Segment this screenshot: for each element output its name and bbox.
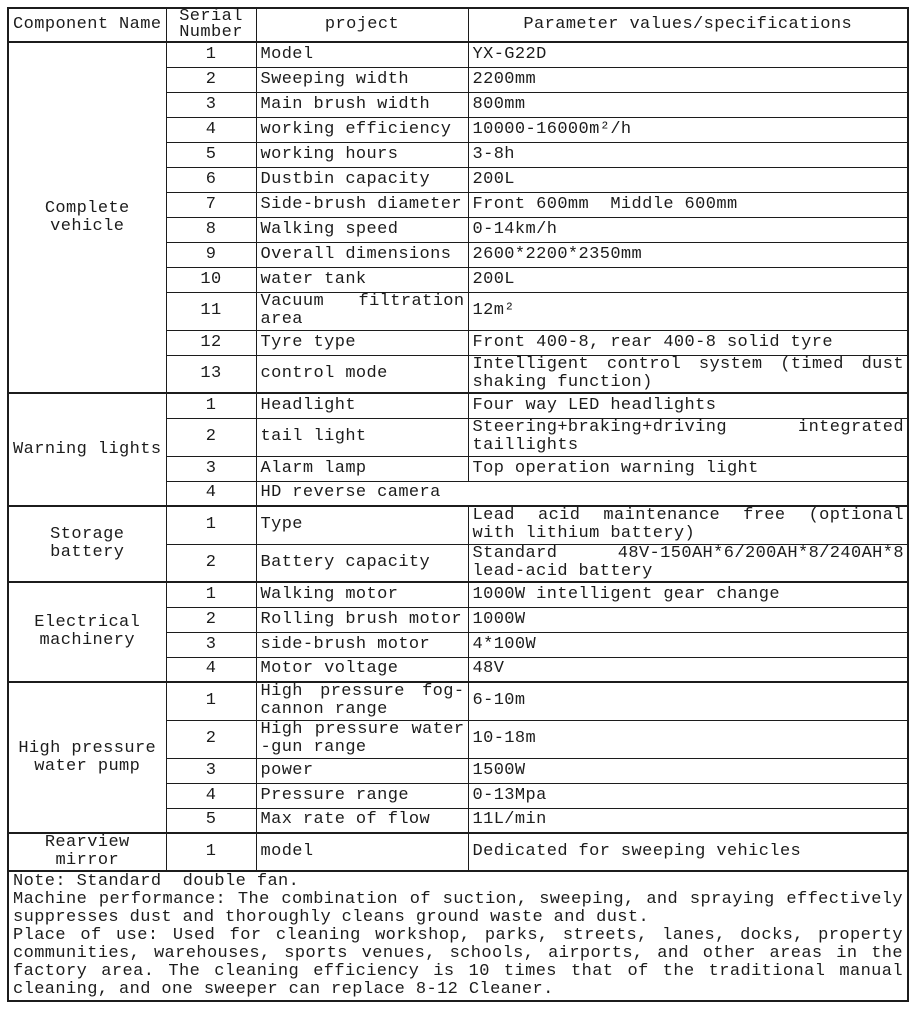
project-cell: control mode bbox=[256, 355, 468, 393]
notes-cell bbox=[8, 871, 908, 1001]
header-parameter: Parameter values/specifications bbox=[468, 8, 908, 42]
note-line: Note: Standard double fan. bbox=[13, 872, 300, 891]
component-name-line: battery bbox=[50, 543, 125, 562]
component-name-line: mirror bbox=[55, 851, 120, 870]
value-cell: 12m² bbox=[468, 292, 908, 330]
project-cell bbox=[256, 292, 468, 330]
value-cell: Front 400-8, rear 400-8 solid tyre bbox=[468, 330, 908, 355]
serial-cell: 9 bbox=[166, 242, 256, 267]
header-serial-number bbox=[166, 8, 256, 42]
project-cell: tail light bbox=[256, 418, 468, 456]
project-cell bbox=[256, 720, 468, 758]
project-cell: Headlight bbox=[256, 393, 468, 418]
value-cell: 1500W bbox=[468, 758, 908, 783]
value-line: Intelligent control system (timed dust bbox=[472, 355, 904, 374]
serial-cell: 4 bbox=[166, 657, 256, 682]
component-cell bbox=[8, 682, 166, 833]
value-line: shaking function) bbox=[472, 372, 653, 392]
serial-cell: 2 bbox=[166, 544, 256, 582]
component-name-line: vehicle bbox=[50, 216, 125, 236]
value-line: Steering+braking+driving integrated bbox=[472, 418, 904, 437]
value-cell: 1000W intelligent gear change bbox=[468, 582, 908, 607]
value-cell: 4*100W bbox=[468, 632, 908, 657]
project-line: High pressure water bbox=[260, 720, 465, 739]
project-cell: Overall dimensions bbox=[256, 242, 468, 267]
project-cell bbox=[256, 682, 468, 720]
value-cell: Front 600mm Middle 600mm bbox=[468, 192, 908, 217]
value-cell: 2600*2200*2350mm bbox=[468, 242, 908, 267]
project-cell: side-brush motor bbox=[256, 632, 468, 657]
project-cell: water tank bbox=[256, 267, 468, 292]
value-cell: 2200mm bbox=[468, 67, 908, 92]
serial-cell: 6 bbox=[166, 167, 256, 192]
serial-cell: 5 bbox=[166, 808, 256, 833]
header-serial-line1: Serial bbox=[179, 8, 243, 26]
serial-cell: 3 bbox=[166, 758, 256, 783]
header-row bbox=[8, 8, 908, 42]
header-project: project bbox=[256, 8, 468, 42]
spec-row bbox=[8, 833, 908, 871]
project-line: area bbox=[260, 310, 303, 329]
value-cell: 6-10m bbox=[468, 682, 908, 720]
value-cell bbox=[468, 506, 908, 544]
project-cell-merged: HD reverse camera bbox=[256, 481, 908, 506]
serial-cell: 2 bbox=[166, 607, 256, 632]
note-line: Place of use: Used for cleaning workshop, parks, streets, lanes, docks, property bbox=[13, 926, 903, 945]
component-cell bbox=[8, 833, 166, 871]
serial-cell: 1 bbox=[166, 393, 256, 418]
value-line: Standard 48V-150AH*6/200AH*8/240AH*8 bbox=[472, 544, 904, 563]
project-cell: Motor voltage bbox=[256, 657, 468, 682]
project-line: cannon range bbox=[260, 700, 388, 720]
project-cell: Main brush width bbox=[256, 92, 468, 117]
header-component-name: Component Name bbox=[8, 8, 166, 42]
project-cell: Pressure range bbox=[256, 783, 468, 808]
component-name-line: Warning lights bbox=[13, 439, 162, 459]
serial-cell: 4 bbox=[166, 117, 256, 142]
value-cell: 800mm bbox=[468, 92, 908, 117]
project-line: High pressure fog- bbox=[260, 682, 465, 702]
serial-cell: 2 bbox=[166, 418, 256, 456]
component-name-line: machinery bbox=[39, 631, 135, 650]
project-cell: Walking motor bbox=[256, 582, 468, 607]
header-serial-line2: Number bbox=[179, 23, 243, 42]
value-cell bbox=[468, 418, 908, 456]
serial-cell: 10 bbox=[166, 267, 256, 292]
project-cell: power bbox=[256, 758, 468, 783]
value-cell: 0-13Mpa bbox=[468, 783, 908, 808]
project-line: -gun range bbox=[260, 738, 367, 757]
spec-table bbox=[7, 7, 909, 1002]
spec-row bbox=[8, 582, 908, 607]
project-cell: Battery capacity bbox=[256, 544, 468, 582]
spec-row bbox=[8, 42, 908, 67]
project-cell: Side-brush diameter bbox=[256, 192, 468, 217]
serial-cell: 3 bbox=[166, 632, 256, 657]
serial-cell: 3 bbox=[166, 456, 256, 481]
serial-cell: 2 bbox=[166, 720, 256, 758]
component-cell bbox=[8, 42, 166, 393]
component-cell bbox=[8, 582, 166, 682]
value-line: taillights bbox=[472, 436, 579, 455]
value-cell: 10000-16000m²/h bbox=[468, 117, 908, 142]
value-cell bbox=[468, 544, 908, 582]
serial-cell: 7 bbox=[166, 192, 256, 217]
spec-row bbox=[8, 506, 908, 544]
project-cell: Model bbox=[256, 42, 468, 67]
project-cell: working hours bbox=[256, 142, 468, 167]
project-cell: Max rate of flow bbox=[256, 808, 468, 833]
serial-cell: 3 bbox=[166, 92, 256, 117]
serial-cell: 2 bbox=[166, 67, 256, 92]
serial-cell: 12 bbox=[166, 330, 256, 355]
component-cell bbox=[8, 506, 166, 582]
serial-cell: 1 bbox=[166, 506, 256, 544]
component-name-line: High pressure bbox=[18, 738, 157, 758]
project-cell: Rolling brush motor bbox=[256, 607, 468, 632]
value-line: with lithium battery) bbox=[472, 524, 696, 544]
component-name-line: Complete bbox=[44, 198, 130, 218]
component-name-line: Electrical bbox=[34, 613, 141, 632]
project-cell: Alarm lamp bbox=[256, 456, 468, 481]
value-cell: 10-18m bbox=[468, 720, 908, 758]
serial-cell: 11 bbox=[166, 292, 256, 330]
project-cell: Type bbox=[256, 506, 468, 544]
note-line: suppresses dust and thoroughly cleans ground waste and dust. bbox=[13, 908, 650, 927]
serial-cell: 13 bbox=[166, 355, 256, 393]
spec-row bbox=[8, 393, 908, 418]
spec-sheet bbox=[7, 7, 907, 1002]
project-cell: Sweeping width bbox=[256, 67, 468, 92]
value-cell: Four way LED headlights bbox=[468, 393, 908, 418]
note-line: cleaning, and one sweeper can replace 8-12 Cleaner. bbox=[13, 980, 554, 999]
value-cell: 200L bbox=[468, 267, 908, 292]
note-line: Machine performance: The combination of suction, sweeping, and spraying effectively bbox=[13, 890, 903, 909]
value-line: lead-acid battery bbox=[472, 561, 653, 581]
serial-cell: 1 bbox=[166, 42, 256, 67]
note-line: communities, warehouses, sports venues, schools, airports, and other areas in the bbox=[13, 944, 903, 963]
component-name-line: water pump bbox=[34, 756, 141, 776]
value-cell: Dedicated for sweeping vehicles bbox=[468, 833, 908, 871]
project-cell: model bbox=[256, 833, 468, 871]
project-cell: Tyre type bbox=[256, 330, 468, 355]
value-cell: 3-8h bbox=[468, 142, 908, 167]
value-cell: 0-14km/h bbox=[468, 217, 908, 242]
serial-cell: 1 bbox=[166, 582, 256, 607]
project-cell: Walking speed bbox=[256, 217, 468, 242]
serial-cell: 4 bbox=[166, 481, 256, 506]
note-line: factory area. The cleaning efficiency is 10 times that of the traditional manual bbox=[13, 962, 903, 981]
serial-cell: 1 bbox=[166, 682, 256, 720]
value-cell: 200L bbox=[468, 167, 908, 192]
project-line: Vacuum filtration bbox=[260, 292, 465, 311]
spec-row bbox=[8, 682, 908, 720]
serial-cell: 1 bbox=[166, 833, 256, 871]
value-cell: YX-G22D bbox=[468, 42, 908, 67]
value-cell: 1000W bbox=[468, 607, 908, 632]
project-cell: Dustbin capacity bbox=[256, 167, 468, 192]
value-line: Lead acid maintenance free (optional bbox=[472, 506, 904, 526]
value-cell: Top operation warning light bbox=[468, 456, 908, 481]
component-cell bbox=[8, 393, 166, 506]
component-name-line: Rearview bbox=[44, 833, 130, 852]
serial-cell: 5 bbox=[166, 142, 256, 167]
value-cell: 11L/min bbox=[468, 808, 908, 833]
value-cell bbox=[468, 355, 908, 393]
serial-cell: 8 bbox=[166, 217, 256, 242]
value-cell: 48V bbox=[468, 657, 908, 682]
component-name-line: Storage bbox=[50, 525, 125, 544]
notes-row bbox=[8, 871, 908, 1001]
serial-cell: 4 bbox=[166, 783, 256, 808]
project-cell: working efficiency bbox=[256, 117, 468, 142]
